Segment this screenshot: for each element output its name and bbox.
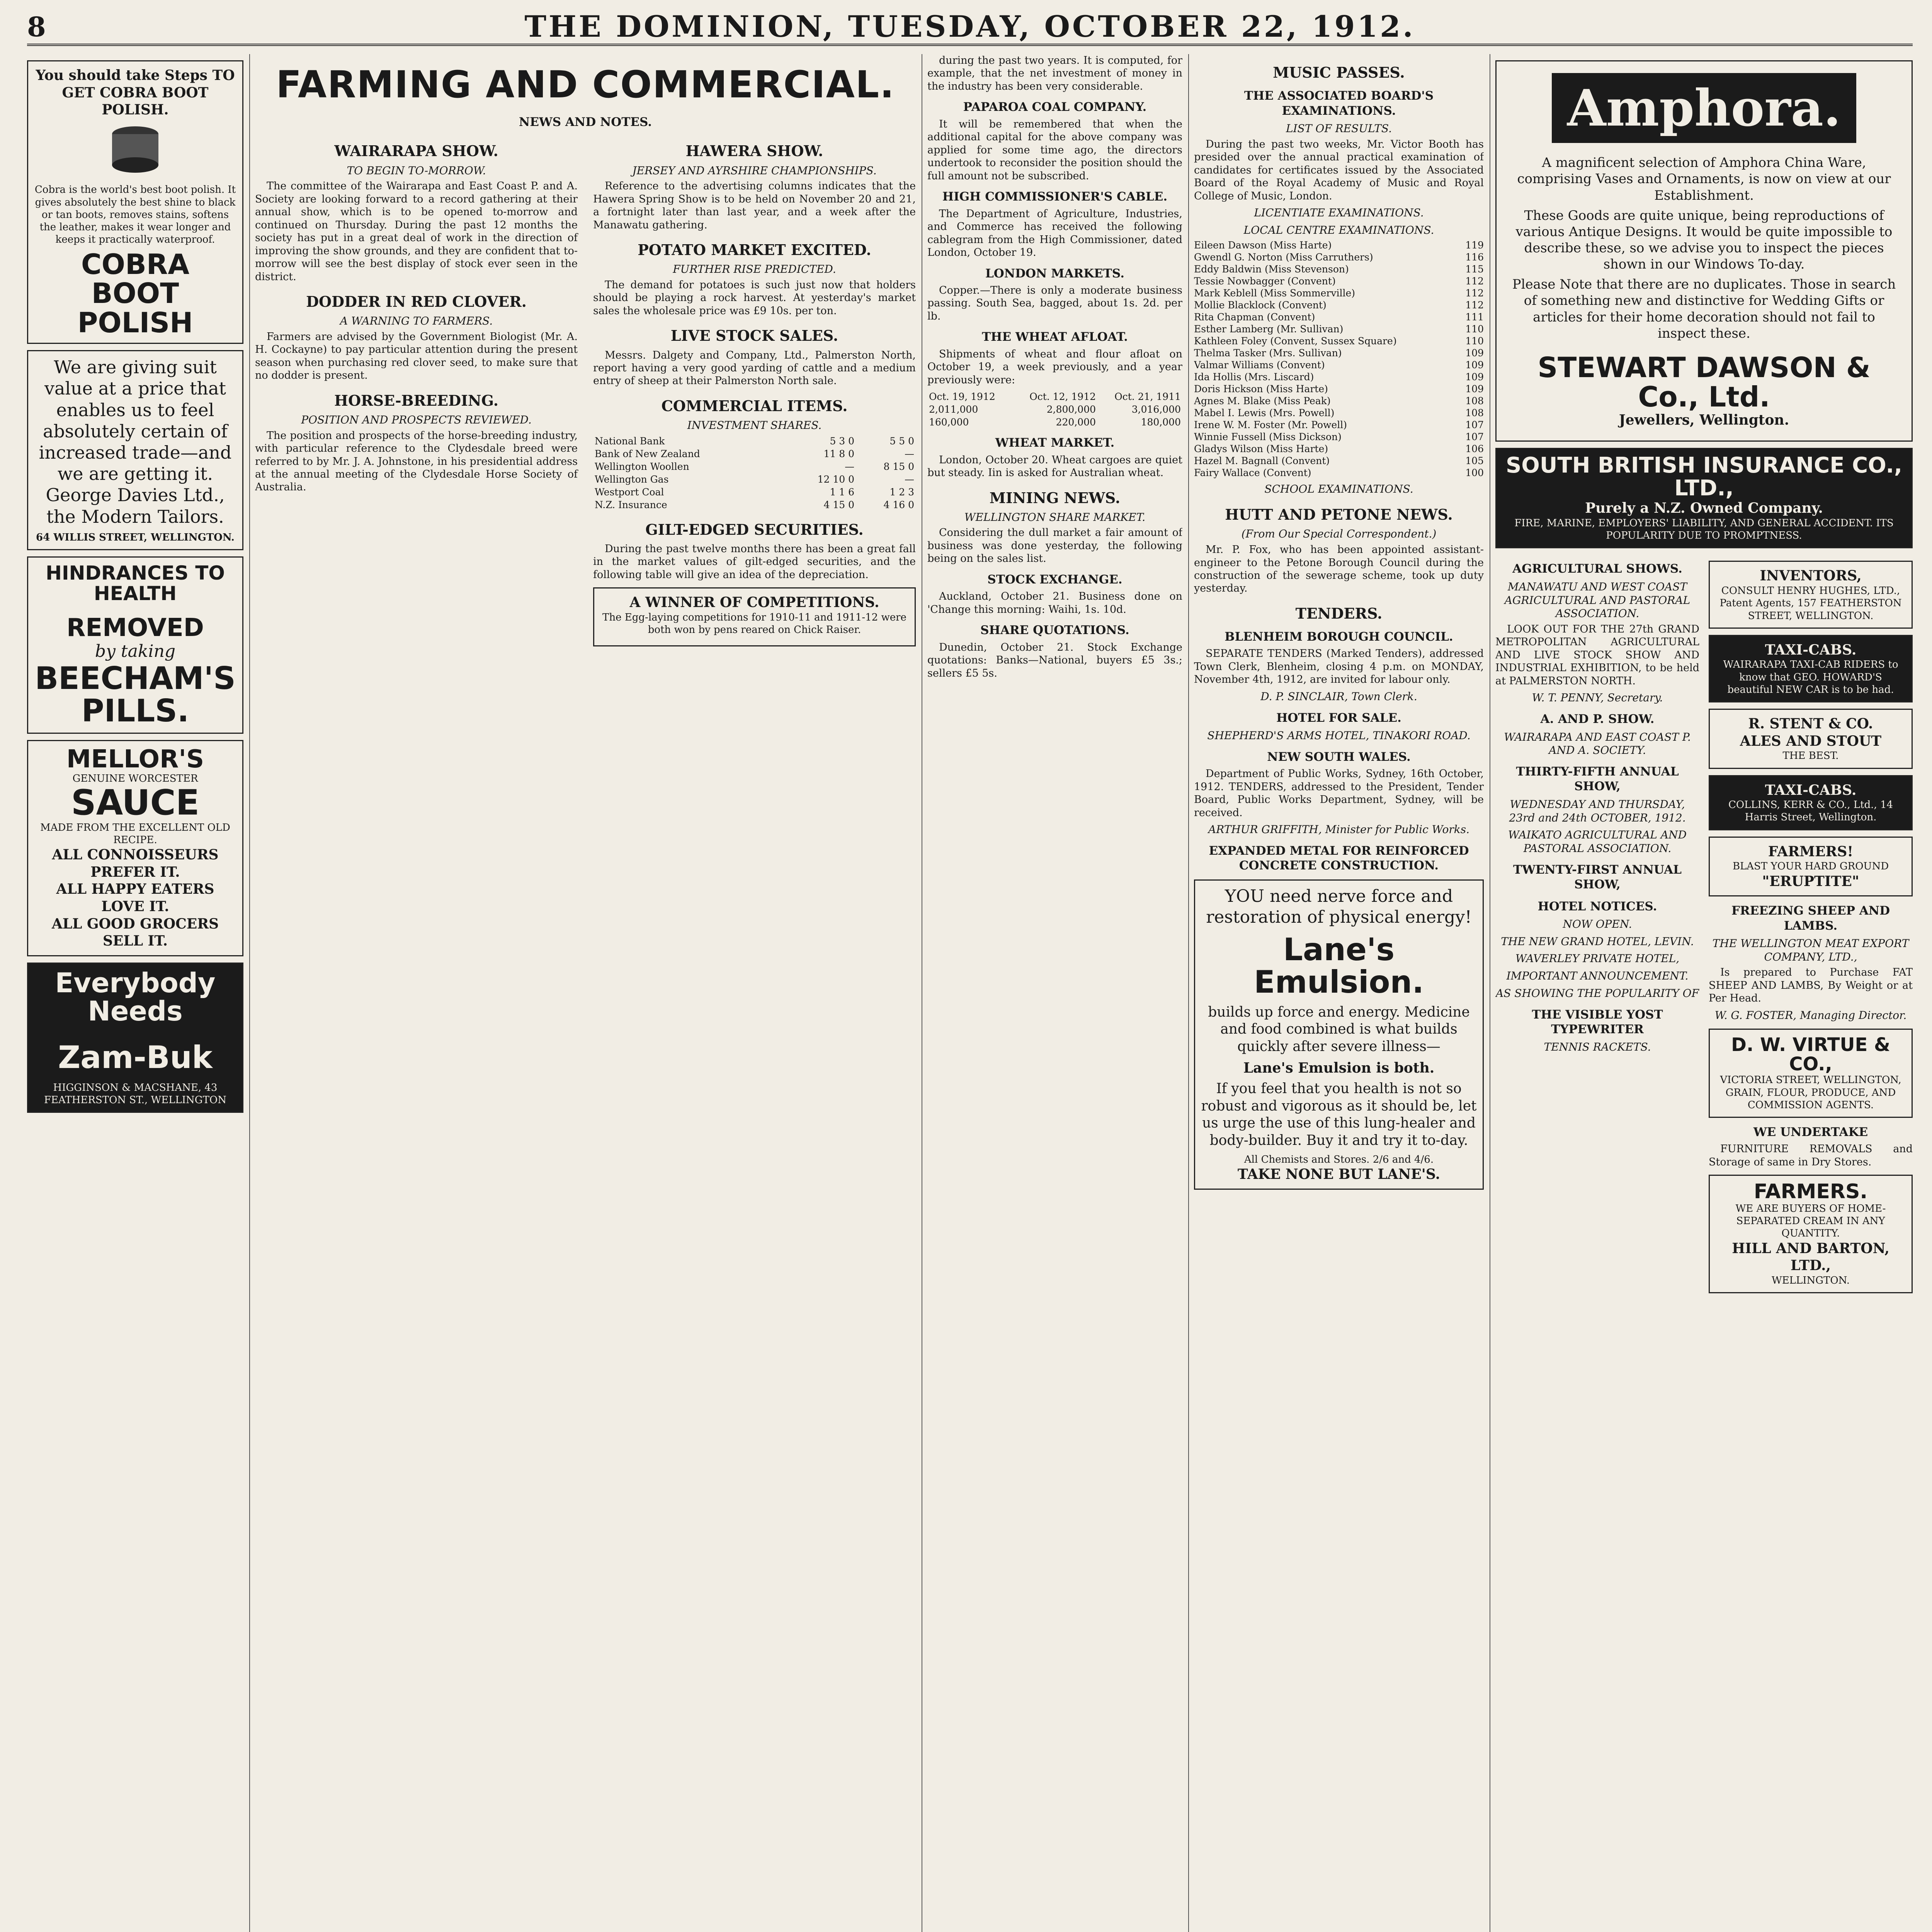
produce-text: The Department of Agriculture, Industries, and Commerce has received the following cablegram from the High Commissioner, dated London, October 19. xyxy=(927,207,1182,259)
investment-row xyxy=(593,473,916,486)
table-cell: 180,000 xyxy=(1141,417,1181,428)
zambuk-ad xyxy=(27,963,243,1113)
lanes-line4: If you feel that you health is not so robust and vigorous as it should be, let us urge the use of this lung-healer and body-builder. Buy it and try it to-day. xyxy=(1201,1081,1477,1149)
result-row xyxy=(1194,299,1484,311)
result-name: Rita Chapman (Convent) xyxy=(1194,311,1315,323)
wheat-row xyxy=(927,403,1182,416)
mellor-line3: ALL HAPPY EATERS LOVE IT. xyxy=(56,881,214,915)
freezing-co: THE WELLINGTON MEAT EXPORT COMPANY, LTD., xyxy=(1712,937,1909,963)
table-cell: 2,800,000 xyxy=(1046,404,1096,415)
table-cell: N.Z. Insurance xyxy=(595,499,667,510)
virtue-name: D. W. VIRTUE & CO., xyxy=(1731,1034,1890,1075)
wairarapa-head: WAIRARAPA SHOW. xyxy=(334,142,498,160)
sbi-line: FIRE, MARINE, EMPLOYERS' LIABILITY, AND GENERAL ACCIDENT. ITS POPULARITY DUE TO PROMPTNESS. xyxy=(1514,517,1894,542)
result-mark: 110 xyxy=(1465,335,1484,347)
result-mark: 112 xyxy=(1465,299,1484,311)
stock-text: Auckland, October 21. Business done on 'Change this morning: Waihi, 1s. 10d. xyxy=(927,590,1182,616)
hotel-levin: THE NEW GRAND HOTEL, LEVIN. xyxy=(1501,935,1694,948)
beecham-ad xyxy=(27,556,243,734)
result-mark: 110 xyxy=(1465,323,1484,335)
table-cell: Wellington Woollen xyxy=(595,461,689,472)
london-text: Copper.—There is only a moderate business passing. South Sea, bagged, about 1s. 2d. per lb. xyxy=(927,284,1182,322)
beecham-head: HINDRANCES TO HEALTH xyxy=(46,562,225,605)
competition-ad xyxy=(593,587,916,646)
investment-row xyxy=(593,435,916,447)
freezing-text: Is prepared to Purchase FAT SHEEP AND LAMBS, By Weight or at Per Head. xyxy=(1709,966,1913,1005)
wheat-head: THE WHEAT AFLOAT. xyxy=(982,330,1128,344)
wairarapa-sub: TO BEGIN TO-MORROW. xyxy=(347,164,486,177)
mellor-brand: MELLOR'S xyxy=(66,745,204,774)
wheat-table xyxy=(927,390,1182,429)
cobra-tin-icon xyxy=(104,119,166,180)
result-mark: 109 xyxy=(1465,347,1484,359)
table-cell: Bank of New Zealand xyxy=(595,448,700,459)
mellor-ad xyxy=(27,740,243,956)
result-mark: 108 xyxy=(1465,395,1484,407)
hotel-open: NOW OPEN. xyxy=(1563,918,1632,930)
result-row xyxy=(1194,263,1484,275)
nsw-head: NEW SOUTH WALES. xyxy=(1267,750,1411,764)
music-text: During the past two weeks, Mr. Victor Booth has presided over the annual practical examination of candidates for certificates issued by the Associated Board of the Royal Academy of Music and Royal College of Music, London. xyxy=(1194,138,1484,202)
share-text: Dunedin, October 21. Stock Exchange quotations: Banks—National, buyers £5 3s.; sellers £5 5s. xyxy=(927,641,1182,679)
farming-title: FARMING AND COMMERCIAL. xyxy=(276,63,895,106)
potato-head: POTATO MARKET EXCITED. xyxy=(638,241,871,259)
result-row xyxy=(1194,431,1484,443)
farmers2-city: WELLINGTON. xyxy=(1771,1274,1850,1286)
result-mark: 109 xyxy=(1465,359,1484,371)
result-mark: 109 xyxy=(1465,371,1484,383)
horse-head: HORSE-BREEDING. xyxy=(334,391,498,409)
farmers2-ad xyxy=(1709,1175,1913,1293)
farmers-head: FARMERS! xyxy=(1768,843,1854,860)
virtue-addr: VICTORIA STREET, WELLINGTON, xyxy=(1720,1074,1901,1086)
davies-text: We are giving suit value at a price that enables us to feel absolutely certain of increased trade—and we are getting it. George Davies Ltd., the Modern Tailors. xyxy=(39,357,232,527)
table-cell: — xyxy=(845,461,855,472)
hutt-text: Mr. P. Fox, who has been appointed assistant-engineer to the Petone Borough Council during the construction of the sewerage scheme, took up duty yesterday. xyxy=(1194,544,1484,595)
show-ap: A. AND P. SHOW. xyxy=(1540,712,1655,726)
page-number: 8 xyxy=(27,11,46,43)
stent-text: THE BEST. xyxy=(1782,750,1839,762)
mellor-kind: GENUINE WORCESTER xyxy=(72,772,198,784)
horse-sub: POSITION AND PROSPECTS REVIEWED. xyxy=(301,413,532,426)
result-mark: 109 xyxy=(1465,383,1484,395)
table-cell: National Bank xyxy=(595,435,665,447)
blenheim-text: SEPARATE TENDERS (Marked Tenders), addressed Town Clerk, Blenheim, closing 4 p.m. on MONDAY, November 4th, 1912, are invited for labour only. xyxy=(1194,648,1484,686)
right-ads-column xyxy=(1495,54,1913,1932)
result-name: Ida Hollis (Mrs. Liscard) xyxy=(1194,371,1314,383)
column-rule xyxy=(1188,54,1189,1932)
cobra-ad xyxy=(27,60,243,344)
gilt-head: GILT-EDGED SECURITIES. xyxy=(645,520,864,538)
table-cell: 8 15 0 xyxy=(883,461,914,472)
table-cell: Wellington Gas xyxy=(595,473,669,485)
mellor-line1: MADE FROM THE EXCELLENT OLD RECIPE. xyxy=(40,821,230,846)
result-name: Mollie Blacklock (Convent) xyxy=(1194,299,1327,311)
result-row xyxy=(1194,455,1484,467)
sbi-name: SOUTH BRITISH INSURANCE CO., LTD., xyxy=(1505,452,1903,501)
result-mark: 107 xyxy=(1465,419,1484,431)
result-name: Fairy Wallace (Convent) xyxy=(1194,467,1311,479)
wairarapa-show: WAIRARAPA AND EAST COAST P. AND A. SOCIETY. xyxy=(1504,730,1691,757)
music-sub: THE ASSOCIATED BOARD'S EXAMINATIONS. xyxy=(1244,89,1434,118)
nsw-text: Department of Public Works, Sydney, 16th October, 1912. TENDERS, addressed to the President, Tender Board, Public Works Department, Sydney, will be received. xyxy=(1194,768,1484,819)
hutt-head: HUTT AND PETONE NEWS. xyxy=(1225,506,1453,524)
tennis-head: TENNIS RACKETS. xyxy=(1544,1041,1651,1054)
result-row xyxy=(1194,287,1484,299)
hutt-sub: (From Our Special Correspondent.) xyxy=(1241,527,1437,541)
hawera-sub: JERSEY AND AYRSHIRE CHAMPIONSHIPS. xyxy=(632,164,877,177)
horse-text: The position and prospects of the horse-breeding industry, with particular reference to the Clydesdale breed were referred to by Mr. J. A. Johnstone, in his presidential address at the annual meeting of the Clydesdale Horse Society of Australia. xyxy=(255,429,578,493)
zambuk-head: Everybody Needs xyxy=(55,967,216,1027)
eruptite-brand: "ERUPTITE" xyxy=(1762,873,1859,889)
result-mark: 107 xyxy=(1465,431,1484,443)
result-row xyxy=(1194,239,1484,251)
coal-text: It will be remembered that when the additional capital for the above company was applied for some time ago, the directors undertook to reconsider the position should the full amount not be subscribed. xyxy=(927,118,1182,182)
table-cell: 1 1 6 xyxy=(830,486,855,498)
investment-table xyxy=(593,435,916,511)
hotel-waverley: WAVERLEY PRIVATE HOTEL, xyxy=(1515,952,1680,965)
lanes-brand: Lane's Emulsion. xyxy=(1254,931,1424,1000)
taxi1-text: WAIRARAPA TAXI-CAB RIDERS to know that GEO. HOWARD'S beautiful NEW CAR is to be had. xyxy=(1723,659,1898,696)
waikato-show: WAIKATO AGRICULTURAL AND PASTORAL ASSOCIATION. xyxy=(1508,828,1687,855)
lanes-line1: YOU need nerve force and restoration of physical energy! xyxy=(1206,886,1472,927)
cobra-brand: COBRA BOOT POLISH xyxy=(77,248,193,339)
results-list xyxy=(1194,239,1484,479)
gilt-text: During the past twelve months there has been a great fall in the market values of gilt-edged securities, and the following table will give an idea of the depreciation. xyxy=(593,543,916,581)
amphora-text1: A magnificent selection of Amphora China Ware, comprising Vases and Ornaments, is now on view at our Establishment. xyxy=(1517,155,1891,203)
potato-sub: FURTHER RISE PREDICTED. xyxy=(673,263,836,276)
hotel-important: IMPORTANT ANNOUNCEMENT. xyxy=(1506,969,1689,983)
wairarapa-text: The committee of the Wairarapa and East Coast P. and A. Society are looking forward to a record gathering at their annual show, which is to be opened to-morrow and continued on Thursday. During the past 12 months the society has put in a great deal of work in the direction of improving the show grounds, and they are confident that to-morrow will see the best display of stock ever seen in the district. xyxy=(255,180,578,283)
hotel-sale-sub: SHEPHERD'S ARMS HOTEL, TINAKORI ROAD. xyxy=(1207,729,1471,742)
newspaper-title: THE DOMINION, TUESDAY, OCTOBER 22, 1912. xyxy=(524,9,1415,44)
inventors-addr: Patent Agents, 157 FEATHERSTON STREET, WELLINGTON. xyxy=(1719,597,1902,622)
result-row xyxy=(1194,335,1484,347)
result-row xyxy=(1194,347,1484,359)
farmers2-sub: WE ARE BUYERS OF HOME-SEPARATED CREAM IN ANY QUANTITY. xyxy=(1735,1203,1886,1240)
result-mark: 112 xyxy=(1465,276,1484,287)
amphora-brand: Amphora. xyxy=(1552,73,1857,143)
undertake-head: WE UNDERTAKE xyxy=(1753,1125,1868,1139)
result-mark: 111 xyxy=(1465,311,1484,323)
wheat-row xyxy=(927,416,1182,429)
metal-head: EXPANDED METAL FOR REINFORCED CONCRETE CONSTRUCTION. xyxy=(1209,844,1469,873)
zambuk-footer: HIGGINSON & MACSHANE, 43 FEATHERSTON ST., WELLINGTON xyxy=(44,1082,226,1106)
mining-text: Considering the dull market a fair amount of business was done yesterday, the following being on the sales list. xyxy=(927,527,1182,565)
result-name: Irene W. M. Foster (Mr. Powell) xyxy=(1194,419,1347,431)
manawatu-head: MANAWATU AND WEST COAST AGRICULTURAL AND PASTORAL ASSOCIATION. xyxy=(1504,580,1690,620)
sbi-ad xyxy=(1495,448,1913,549)
local-head: LOCAL CENTRE EXAMINATIONS. xyxy=(1243,223,1434,236)
beecham-by: by taking xyxy=(95,641,176,662)
stewart-city: Jewellers, Wellington. xyxy=(1619,412,1789,429)
table-cell: — xyxy=(905,448,914,459)
table-cell: 4 15 0 xyxy=(823,499,855,510)
eruptite-ad xyxy=(1709,837,1913,896)
hotel-notices-head: HOTEL NOTICES. xyxy=(1537,899,1657,913)
table-cell: 5 5 0 xyxy=(889,435,914,447)
table-cell: 5 3 0 xyxy=(830,435,855,447)
mellor-sauce: SAUCE xyxy=(71,782,200,823)
table-cell: 4 16 0 xyxy=(883,499,914,510)
mining-head: MINING NEWS. xyxy=(989,489,1121,507)
blenheim-clerk: D. P. SINCLAIR, Town Clerk. xyxy=(1260,690,1417,703)
davies-ad xyxy=(27,350,243,550)
result-name: Eileen Dawson (Miss Harte) xyxy=(1194,240,1332,251)
col3-intro: during the past two years. It is computed, for example, that the net investment of money in the industry has been very considerable. xyxy=(927,54,1182,92)
result-row xyxy=(1194,311,1484,323)
taxi2-ad xyxy=(1709,775,1913,830)
davies-address: 64 WILLIS STREET, WELLINGTON. xyxy=(36,531,235,543)
sbi-sub: Purely a N.Z. Owned Company. xyxy=(1585,500,1823,517)
result-mark: 116 xyxy=(1465,252,1484,263)
farmers2-head: FARMERS. xyxy=(1753,1180,1868,1204)
stent-ad xyxy=(1709,709,1913,769)
stock-head: STOCK EXCHANGE. xyxy=(987,572,1122,587)
table-cell: Westport Coal xyxy=(595,486,664,498)
result-name: Doris Hickson (Miss Harte) xyxy=(1194,383,1328,395)
result-name: Valmar Williams (Convent) xyxy=(1194,359,1325,371)
mining-sub: WELLINGTON SHARE MARKET. xyxy=(964,510,1146,524)
table-cell: 12 10 0 xyxy=(817,473,855,485)
result-name: Tessie Nowbagger (Convent) xyxy=(1194,276,1336,287)
popularity-brand: THE VISIBLE YOST TYPEWRITER xyxy=(1532,1007,1663,1037)
result-name: Gladys Wilson (Miss Harte) xyxy=(1194,443,1328,455)
result-mark: 105 xyxy=(1465,455,1484,467)
table-cell: 11 8 0 xyxy=(823,448,855,459)
tenders-head: TENDERS. xyxy=(1295,604,1383,622)
stent-head: R. STENT & CO. xyxy=(1748,716,1873,732)
licentiate-head: LICENTIATE EXAMINATIONS. xyxy=(1254,206,1424,219)
lanes-footer: TAKE NONE BUT LANE'S. xyxy=(1237,1166,1440,1182)
share-head: SHARE QUOTATIONS. xyxy=(980,623,1129,638)
hawera-head: HAWERA SHOW. xyxy=(685,142,823,160)
result-row xyxy=(1194,467,1484,479)
table-cell: Oct. 21, 1911 xyxy=(1114,391,1181,403)
result-name: Gwendl G. Norton (Miss Carruthers) xyxy=(1194,252,1373,263)
dodder-text: Farmers are advised by the Government Biologist (Mr. A. H. Cockayne) to pay particular attention during the present season when purchasing red clover seed, to make sure that no dodder is present. xyxy=(255,330,578,382)
penny-sign: W. T. PENNY, Secretary. xyxy=(1532,691,1663,704)
inventors-ad xyxy=(1709,561,1913,628)
wairarapa-show-sub: THIRTY-FIFTH ANNUAL SHOW, xyxy=(1516,764,1679,794)
result-row xyxy=(1194,359,1484,371)
lanes-ad xyxy=(1194,879,1484,1190)
table-cell: 2,011,000 xyxy=(929,404,978,415)
result-row xyxy=(1194,419,1484,431)
inventors-head: INVENTORS, xyxy=(1760,568,1862,584)
music-head: MUSIC PASSES. xyxy=(1273,64,1405,81)
wheat-market-head: WHEAT MARKET. xyxy=(995,436,1115,450)
virtue-trade: GRAIN, FLOUR, PRODUCE, AND COMMISSION AGENTS. xyxy=(1725,1087,1896,1111)
popularity-head: AS SHOWING THE POPULARITY OF xyxy=(1495,986,1699,1000)
cobra-body: Cobra is the world's best boot polish. It gives absolutely the best shine to black or tan boots, removes stains, softens the leather, makes it wear longer and keeps it practically waterproof. xyxy=(34,184,236,246)
result-row xyxy=(1194,407,1484,419)
table-cell: — xyxy=(905,473,914,485)
table-cell: 1 2 3 xyxy=(889,486,914,498)
london-head: LONDON MARKETS. xyxy=(985,266,1124,281)
stewart-dawson: STEWART DAWSON & Co., Ltd. xyxy=(1537,351,1871,413)
shows-head: AGRICULTURAL SHOWS. xyxy=(1512,562,1682,576)
result-name: Winnie Fussell (Miss Dickson) xyxy=(1194,431,1342,443)
result-mark: 106 xyxy=(1465,443,1484,455)
mellor-line2: ALL CONNOISSEURS PREFER IT. xyxy=(52,847,219,880)
competition-text: The Egg-laying competitions for 1910-11 and 1911-12 were both won by pens reared on Chick Raiser. xyxy=(602,611,906,636)
stent-sub: ALES AND STOUT xyxy=(1740,733,1882,749)
amphora-ad xyxy=(1495,60,1913,442)
result-row xyxy=(1194,371,1484,383)
result-name: Mark Keblell (Miss Sommerville) xyxy=(1194,287,1355,299)
wheat-market-text: London, October 20. Wheat cargoes are quiet but steady. Iin is asked for Australian wheat. xyxy=(927,454,1182,479)
taxi1-head: TAXI-CABS. xyxy=(1765,641,1857,658)
mellor-line4: ALL GOOD GROCERS SELL IT. xyxy=(51,915,219,949)
result-mark: 112 xyxy=(1465,287,1484,299)
result-name: Eddy Baldwin (Miss Stevenson) xyxy=(1194,264,1349,275)
farmers2-firm: HILL AND BARTON, LTD., xyxy=(1732,1240,1889,1274)
investment-row xyxy=(593,486,916,498)
wheat-row xyxy=(927,390,1182,403)
result-name: Esther Lamberg (Mr. Sullivan) xyxy=(1194,323,1344,335)
result-mark: 115 xyxy=(1465,264,1484,275)
result-row xyxy=(1194,443,1484,455)
wairarapa-show-date: WEDNESDAY AND THURSDAY, 23rd and 24th OCTOBER, 1912. xyxy=(1509,798,1686,824)
table-cell: 160,000 xyxy=(929,417,969,428)
masthead xyxy=(27,7,1913,46)
farmers-sub: BLAST YOUR HARD GROUND xyxy=(1732,861,1889,872)
virtue-ad xyxy=(1709,1029,1913,1118)
result-row xyxy=(1194,251,1484,263)
table-cell: Oct. 12, 1912 xyxy=(1029,391,1096,403)
result-name: Hazel M. Bagnall (Convent) xyxy=(1194,455,1330,467)
result-name: Kathleen Foley (Convent, Sussex Square) xyxy=(1194,335,1397,347)
investment-row xyxy=(593,498,916,511)
amphora-text3: Please Note that there are no duplicates. Those in search of something new and distinctive for Wedding Gifts or articles for their home decoration should not fail to inspect these. xyxy=(1512,277,1896,341)
lanes-line3: Lane's Emulsion is both. xyxy=(1243,1060,1435,1076)
beecham-brand: BEECHAM'S PILLS. xyxy=(35,660,236,729)
inventors-sub: CONSULT HENRY HUGHES, LTD., xyxy=(1721,585,1900,597)
table-cell: 3,016,000 xyxy=(1131,404,1181,415)
amphora-text2: These Goods are quite unique, being reproductions of various Antique Designs. It would be quite impossible to describe these, so we advise you to inspect the pieces shown in our Windows To-day. xyxy=(1515,207,1893,272)
wheat-text: Shipments of wheat and flour afloat on October 19, a week previously, and a year previously were: xyxy=(927,348,1182,386)
blenheim-head: BLENHEIM BOROUGH COUNCIL. xyxy=(1225,630,1453,644)
markets-column xyxy=(927,54,1182,1932)
hawera-text: Reference to the advertising columns indicates that the Hawera Spring Show is to be held on November 20 and 21, a fortnight later than last year, and a week after the Manawatu gathering. xyxy=(593,180,916,231)
taxi2-text: COLLINS, KERR & CO., Ltd., 14 Harris Street, Wellington. xyxy=(1728,799,1893,823)
waikato-show-sub: TWENTY-FIRST ANNUAL SHOW, xyxy=(1513,862,1682,892)
result-name: Thelma Tasker (Mrs. Sullivan) xyxy=(1194,347,1342,359)
table-cell: Oct. 19, 1912 xyxy=(929,391,995,403)
produce-head: HIGH COMMISSIONER'S CABLE. xyxy=(942,190,1168,204)
nsw-minister: ARTHUR GRIFFITH, Minister for Public Works. xyxy=(1208,823,1470,836)
hotel-sale-head: HOTEL FOR SALE. xyxy=(1276,711,1401,725)
lanes-stores: All Chemists and Stores. 2/6 and 4/6. xyxy=(1244,1153,1434,1165)
result-mark: 108 xyxy=(1465,407,1484,419)
farming-column xyxy=(255,54,916,1932)
result-name: Mabel I. Lewis (Mrs. Powell) xyxy=(1194,407,1335,419)
left-ads-column xyxy=(27,54,243,1932)
dodder-head: DODDER IN RED CLOVER. xyxy=(306,293,527,311)
table-cell: 220,000 xyxy=(1056,417,1096,428)
school-head: SCHOOL EXAMINATIONS. xyxy=(1264,483,1413,496)
commercial-head: COMMERCIAL ITEMS. xyxy=(661,397,848,415)
result-mark: 100 xyxy=(1465,467,1484,479)
column-rule xyxy=(249,54,250,1932)
result-name: Agnes M. Blake (Miss Peak) xyxy=(1194,395,1331,407)
freezing-sign: W. G. FOSTER, Managing Director. xyxy=(1714,1009,1907,1022)
taxi2-head: TAXI-CABS. xyxy=(1765,782,1857,798)
result-row xyxy=(1194,395,1484,407)
livestock-head: LIVE STOCK SALES. xyxy=(670,327,838,345)
coal-head: PAPAROA COAL COMPANY. xyxy=(963,100,1147,114)
investment-row xyxy=(593,447,916,460)
dodder-sub: A WARNING TO FARMERS. xyxy=(340,315,493,328)
freezing-head: FREEZING SHEEP AND LAMBS. xyxy=(1731,904,1890,933)
zambuk-brand: Zam-Buk xyxy=(58,1039,213,1075)
music-list-head: LIST OF RESULTS. xyxy=(1286,122,1392,135)
investment-row xyxy=(593,460,916,473)
undertake-text: FURNITURE REMOVALS and Storage of same in Dry Stores. xyxy=(1709,1143,1913,1168)
cobra-title: You should take Steps TO GET COBRA BOOT POLISH. xyxy=(36,67,235,118)
result-row xyxy=(1194,383,1484,395)
competition-head: A WINNER OF COMPETITIONS. xyxy=(629,594,879,611)
potato-text: The demand for potatoes is such just now that holders should be playing a rock harvest. At yesterday's market sales the wholesale price was £9 10s. per ton. xyxy=(593,279,916,317)
taxi1-ad xyxy=(1709,635,1913,702)
music-column xyxy=(1194,54,1484,1932)
livestock-text: Messrs. Dalgety and Company, Ltd., Palmerston North, report having a very good yarding of cattle and a medium entry of sheep at their Palmerston North sale. xyxy=(593,349,916,387)
result-mark: 119 xyxy=(1465,240,1484,251)
manawatu-text: LOOK OUT FOR THE 27th GRAND METROPOLITAN AGRICULTURAL AND LIVE STOCK SHOW AND INDUSTRIAL EXHIBITION, to be held at PALMERSTON NORTH. xyxy=(1495,623,1699,687)
lanes-line2: builds up force and energy. Medicine and food combined is what builds quickly after severe illness— xyxy=(1208,1004,1470,1054)
beecham-removed: REMOVED xyxy=(66,614,204,643)
result-row xyxy=(1194,275,1484,287)
result-row xyxy=(1194,323,1484,335)
commercial-sub: INVESTMENT SHARES. xyxy=(687,419,822,432)
farming-subtitle: NEWS AND NOTES. xyxy=(519,115,652,129)
